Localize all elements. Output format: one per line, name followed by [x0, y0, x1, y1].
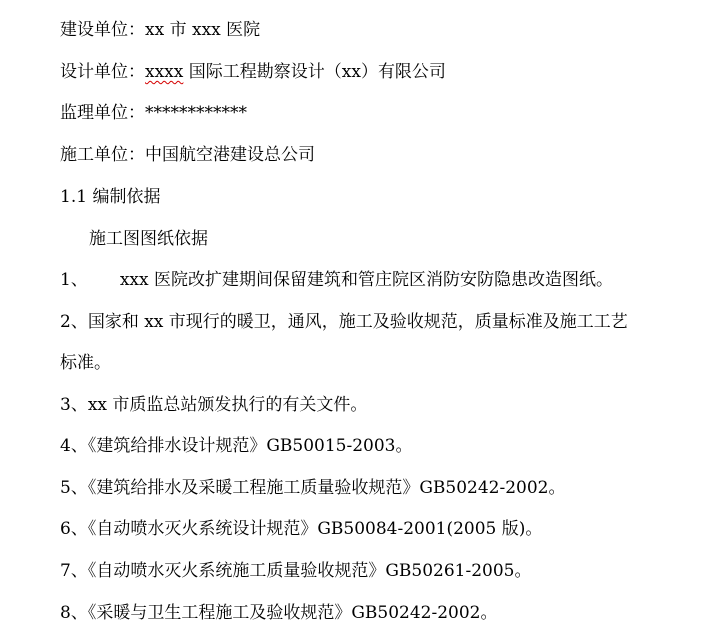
list-item-5: 5、《建筑给排水及采暖工程施工质量验收规范》GB50242-2002。 [60, 478, 566, 498]
list-item-2: 2、国家和 xx 市现行的暖卫，通风，施工及验收规范，质量标准及施工工艺 [60, 312, 628, 332]
spellcheck-flagged-word: xxxx [145, 62, 184, 82]
list-item-number: 1、 [60, 270, 88, 290]
construction-unit-line: 施工单位：中国航空港建设总公司 [60, 145, 315, 165]
list-item-1 [60, 270, 613, 290]
list-item-8: 8、《采暖与卫生工程施工及验收规范》GB50242-2002。 [60, 603, 498, 623]
list-item-7: 7、《自动喷水灭火系统施工质量验收规范》GB50261-2005。 [60, 561, 532, 581]
section-heading: 1.1 编制依据 [60, 187, 161, 207]
list-item-6: 6、《自动喷水灭火系统设计规范》GB50084-2001(2005 版)。 [60, 519, 543, 539]
list-item-3: 3、xx 市质监总站颁发执行的有关文件。 [60, 395, 368, 415]
design-unit-label: 设计单位： [60, 62, 145, 82]
supervision-unit-line: 监理单位：************ [60, 103, 247, 123]
list-item-2-continued: 标准。 [60, 353, 111, 373]
list-item-text: xxx 医院改扩建期间保留建筑和管庄院区消防安防隐患改造图纸。 [119, 270, 613, 290]
design-unit-line [60, 62, 446, 82]
design-unit-name: 国际工程勘察设计（xx）有限公司 [183, 62, 446, 82]
construction-owner-line: 建设单位：xx 市 xxx 医院 [60, 20, 261, 40]
list-item-4: 4、《建筑给排水设计规范》GB50015-2003。 [60, 436, 413, 456]
subheading-drawing-basis: 施工图图纸依据 [89, 229, 208, 249]
